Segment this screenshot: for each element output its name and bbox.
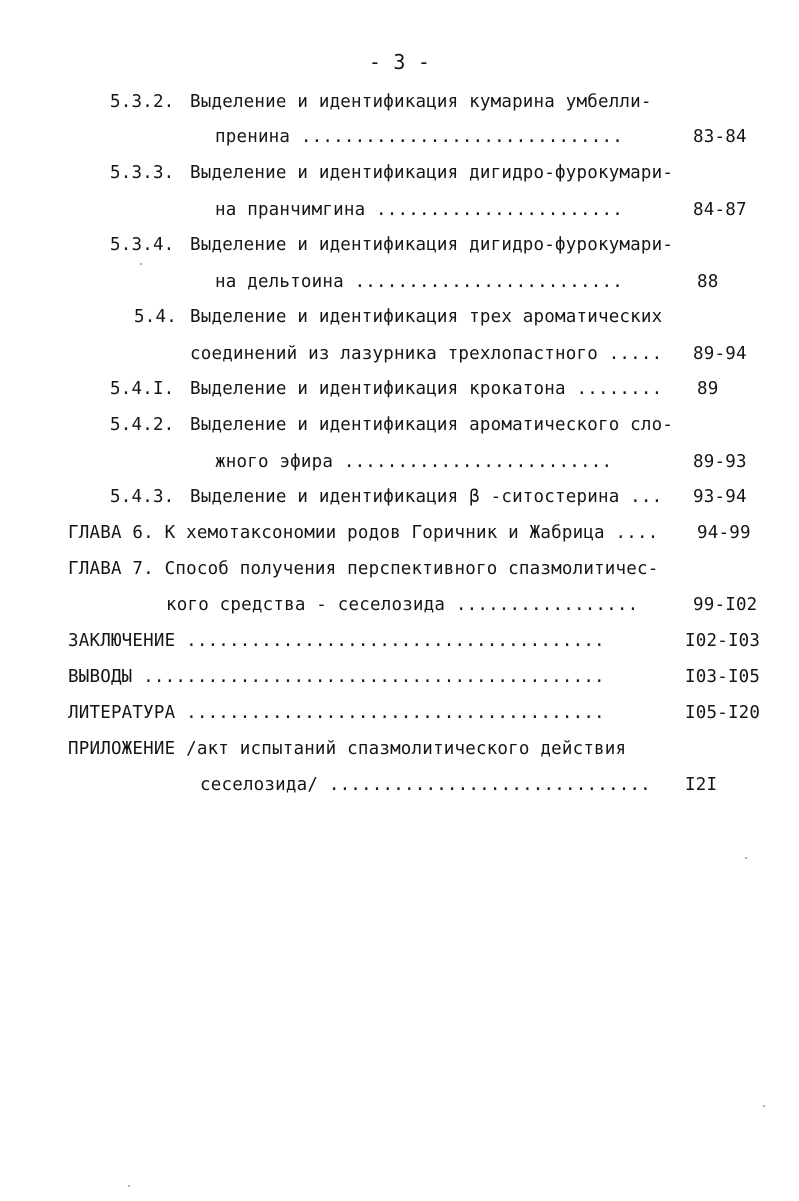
entry-pages: I05-I20 (685, 703, 761, 723)
entry-title: Выделение и идентификация трех ароматических (190, 307, 663, 327)
entry-title: Выделение и идентификация дигидро-фурокумари- (190, 235, 674, 255)
entry-title-cont: на пранчимгина ....................... (215, 200, 623, 220)
entry-number: 5.3.4. (110, 235, 175, 255)
entry-number: 5.3.2. (110, 92, 175, 112)
entry-pages: 89-93 (693, 452, 747, 472)
entry-title-cont: на дельтоина ......................... (215, 272, 623, 292)
entry-pages: 93-94 (693, 487, 747, 507)
scan-speck (128, 1185, 130, 1187)
entry-title-cont: жного эфира ......................... (215, 452, 613, 472)
entry-pages: I03-I05 (685, 667, 761, 687)
entry-pages: 89 (697, 379, 719, 399)
entry-title: ГЛАВА 7. Способ получения перспективного спазмолитичес- (68, 559, 659, 579)
entry-title: Выделение и идентификация ароматического сло- (190, 415, 674, 435)
entry-pages: 89-94 (693, 344, 747, 364)
entry-title: ВЫВОДЫ ........................................... (68, 667, 605, 687)
entry-number: 5.4.3. (110, 487, 175, 507)
entry-pages: 88 (697, 272, 719, 292)
entry-pages: 99-I02 (693, 595, 758, 615)
entry-pages: 84-87 (693, 200, 747, 220)
entry-title: ГЛАВА 6. К хемотаксономии родов Горичник и Жабрица .... (68, 523, 659, 543)
scan-speck (763, 1105, 765, 1107)
scan-speck (745, 857, 747, 859)
entry-number: 5.4.I. (110, 379, 175, 399)
page-number: - 3 - (368, 50, 431, 74)
entry-title-cont: сеселозида/ .............................. (200, 775, 651, 795)
entry-title: ЗАКЛЮЧЕНИЕ ....................................... (68, 631, 605, 651)
entry-title: ПРИЛОЖЕНИЕ /акт испытаний спазмолитического действия (68, 739, 627, 759)
entry-title: Выделение и идентификация крокатона ........ (190, 379, 663, 399)
entry-title-cont: кого средства - сеселозида ................. (166, 595, 639, 615)
entry-title: Выделение и идентификация дигидро-фурокумари- (190, 163, 674, 183)
entry-number: 5.3.3. (110, 163, 175, 183)
entry-title-cont: соединений из лазурника трехлопастного ..... (190, 344, 663, 364)
entry-pages: I2I (685, 775, 718, 795)
scan-speck (140, 263, 142, 265)
entry-title: ЛИТЕРАТУРА ....................................... (68, 703, 605, 723)
entry-pages: 83-84 (693, 127, 747, 147)
entry-number: 5.4.2. (110, 415, 175, 435)
entry-title: Выделение и идентификация кумарина умбелли- (190, 92, 652, 112)
entry-title: Выделение и идентификация β -ситостерина ... (190, 487, 663, 507)
entry-pages: 94-99 (697, 523, 751, 543)
entry-title-cont: пренина .............................. (215, 127, 623, 147)
entry-pages: I02-I03 (685, 631, 761, 651)
entry-number: 5.4. (134, 307, 177, 327)
